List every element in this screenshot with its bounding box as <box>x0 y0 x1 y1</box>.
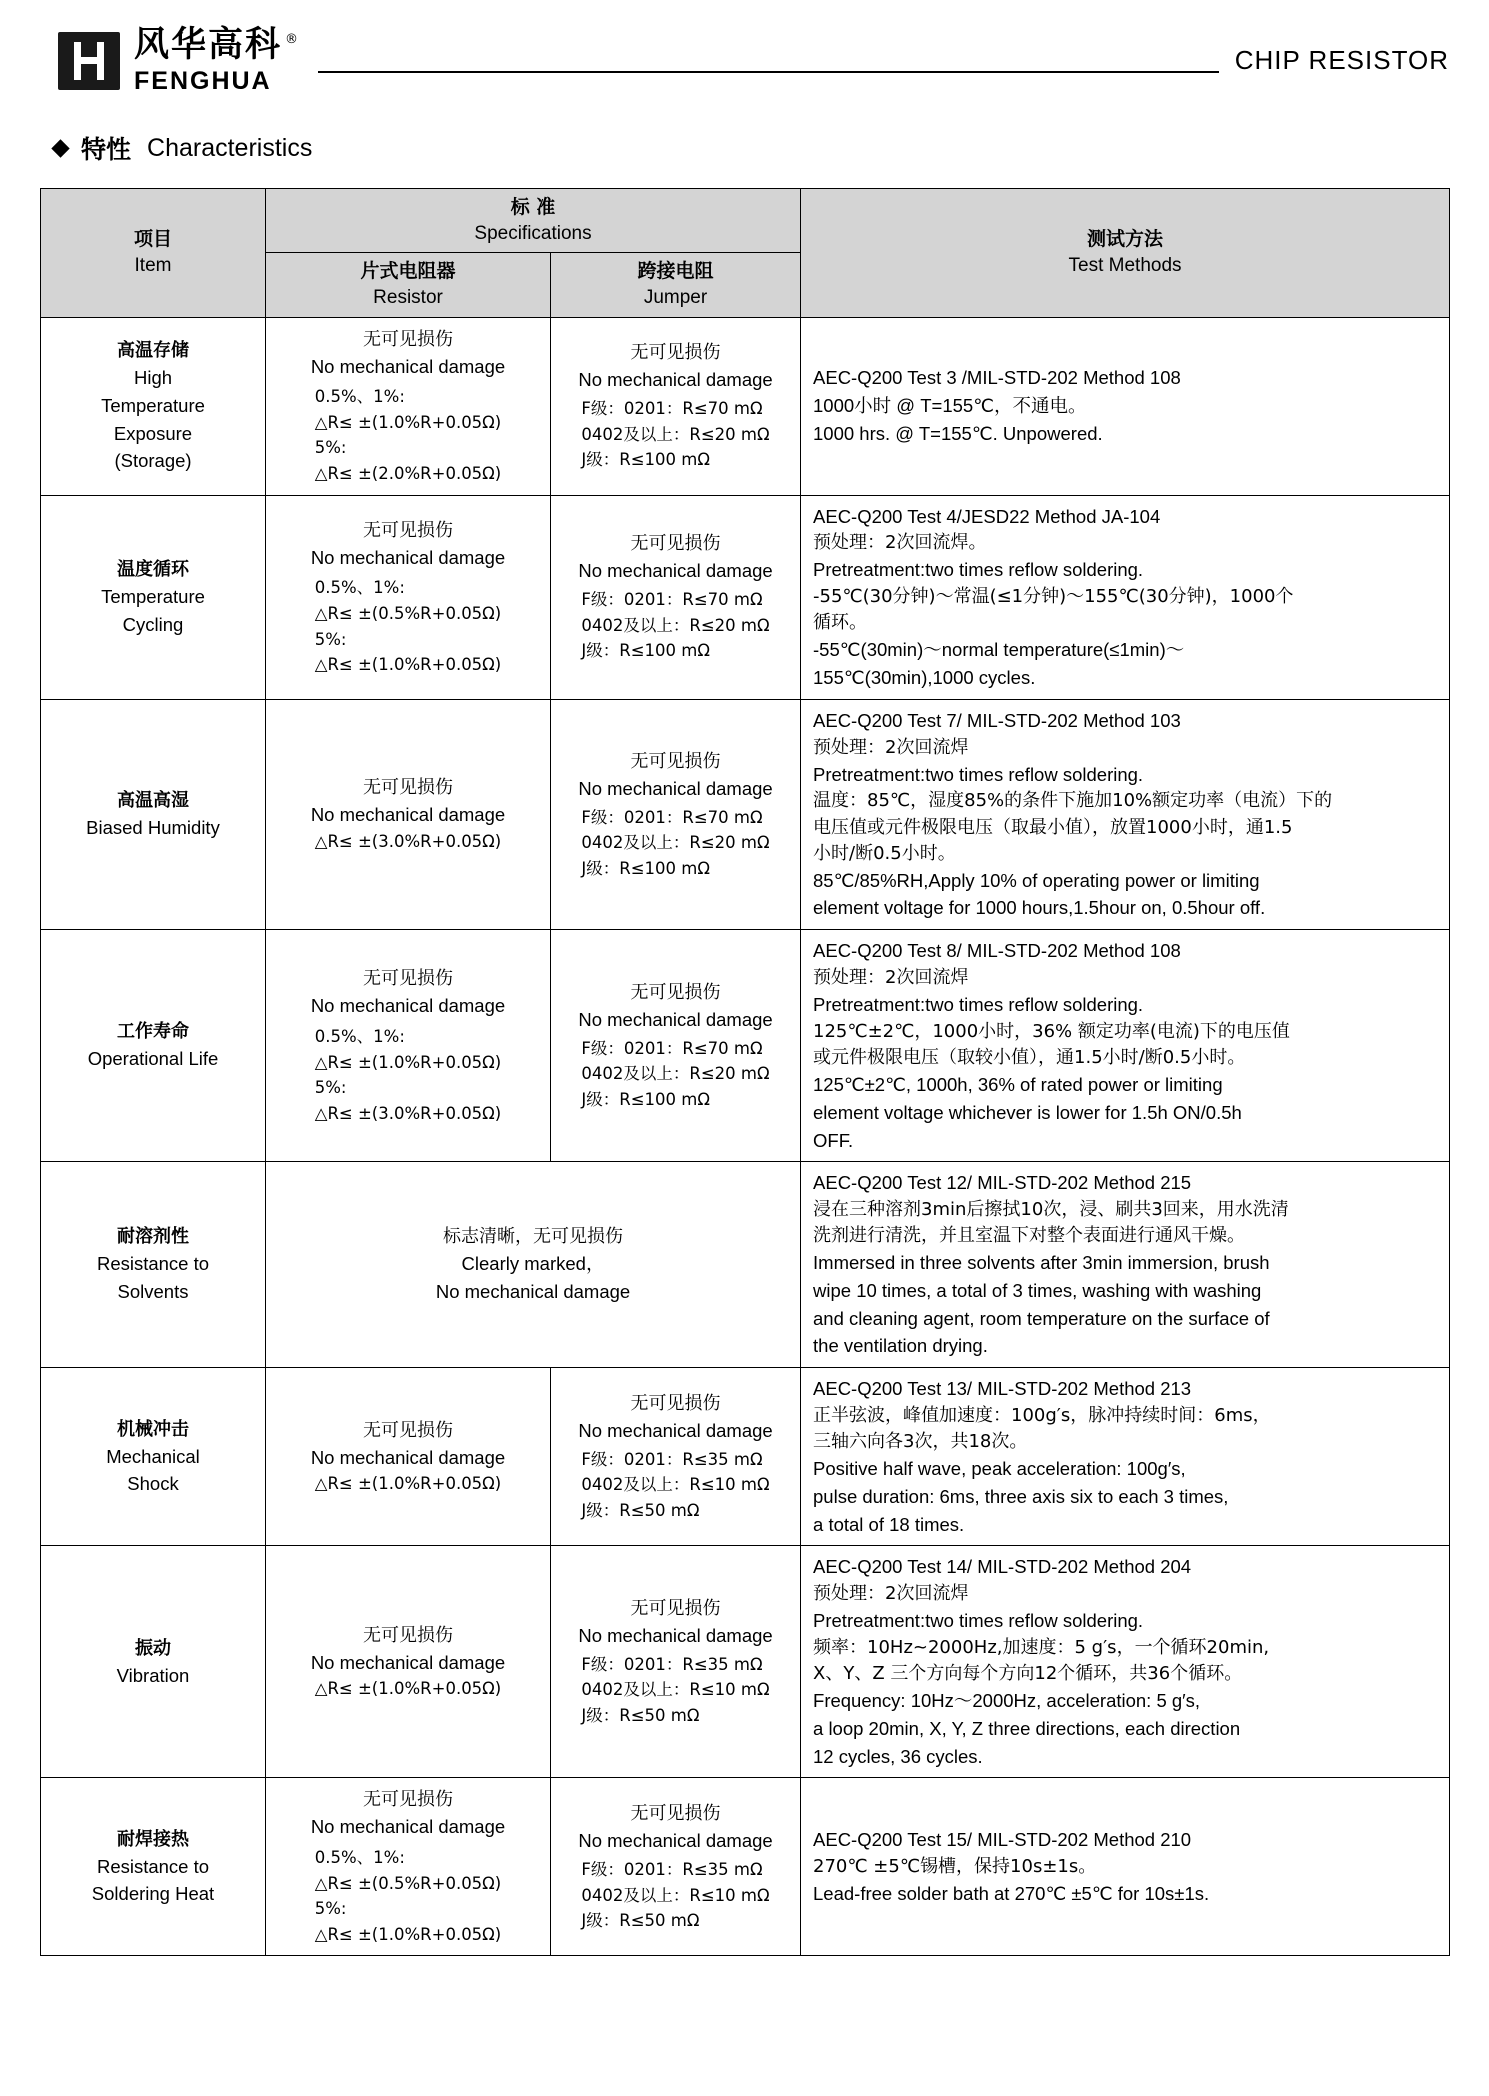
row-item: 机械冲击 Mechanical Shock <box>41 1368 266 1546</box>
diamond-bullet-icon <box>51 139 69 157</box>
row-test-method: AEC-Q200 Test 8/ MIL-STD-202 Method 108 预处理：2次回流焊 Pretreatment:two times reflow soldering. 125℃±2℃，1000小时，36% 额定功率(电流)下的电压值 或元件极限电压（取较小值），通1.5小时/断0.5小时。 125℃±2℃, 1000h, 36% of rated power or limiting element voltage whichever is lower for 1.5h ON/0.5h OFF. <box>801 930 1450 1162</box>
table-row <box>41 1778 1450 1956</box>
col-jumper-cn: 跨接电阻 <box>637 260 714 283</box>
row-merged-spec: 标志清晰，无可见损伤 Clearly marked， No mechanical damage <box>266 1162 801 1368</box>
row-test-method: AEC-Q200 Test 4/JESD22 Method JA-104 预处理：2次回流焊。 Pretreatment:two times reflow soldering. -55℃(30分钟)～常温(≤1分钟)～155℃(30分钟)，1000个 循环。 -55℃(30min)～normal temperature(≤1min)～ 155℃(30min),1000 cycles. <box>801 495 1450 699</box>
row-resistor-spec: 无可见损伤 No mechanical damage △R≤ ±(3.0%R+0.05Ω) <box>266 699 551 929</box>
row-resistor-spec: 无可见损伤 No mechanical damage 0.5%、1%: △R≤ ±(1.0%R+0.05Ω) 5%: △R≤ ±(2.0%R+0.05Ω) <box>266 317 551 495</box>
table-row <box>41 1162 1450 1368</box>
row-jumper-spec: 无可见损伤 No mechanical damage F级：0201：R≤70 mΩ 0402及以上：R≤20 mΩ J级：R≤100 mΩ <box>551 930 801 1162</box>
row-item: 耐溶剂性 Resistance to Solvents <box>41 1162 266 1368</box>
row-test-method: AEC-Q200 Test 3 /MIL-STD-202 Method 108 1000小时 @ T=155℃，不通电。 1000 hrs. @ T=155℃. Unpowered. <box>801 317 1450 495</box>
header-divider <box>318 71 1219 73</box>
table-row <box>41 1546 1450 1778</box>
table-body <box>41 317 1450 1956</box>
section-title-en: Characteristics <box>147 133 313 162</box>
page-header <box>40 18 1449 104</box>
col-resistor-en: Resistor <box>373 286 443 308</box>
row-jumper-spec: 无可见损伤 No mechanical damage F级：0201：R≤35 mΩ 0402及以上：R≤10 mΩ J级：R≤50 mΩ <box>551 1778 801 1956</box>
col-test-en: Test Methods <box>1068 254 1182 276</box>
table-header-row-1 <box>41 189 1450 253</box>
col-jumper-en: Jumper <box>643 286 708 308</box>
row-test-method: AEC-Q200 Test 12/ MIL-STD-202 Method 215 浸在三种溶剂3min后擦拭10次，浸、刷共3回来，用水洗清 洗剂进行清洗，并且室温下对整个表面进行通风干燥。 Immersed in three solvents after 3min immersion, brush wipe 10 times, a total of 3 times, washing with washing and cleaning agent, room temperature on the surface of the ventilation drying. <box>801 1162 1450 1368</box>
section-heading <box>54 130 1449 166</box>
row-jumper-spec: 无可见损伤 No mechanical damage F级：0201：R≤35 mΩ 0402及以上：R≤10 mΩ J级：R≤50 mΩ <box>551 1546 801 1778</box>
col-item-cn: 项目 <box>133 228 172 251</box>
row-resistor-spec: 无可见损伤 No mechanical damage 0.5%、1%: △R≤ ±(0.5%R+0.05Ω) 5%: △R≤ ±(1.0%R+0.05Ω) <box>266 495 551 699</box>
col-test-methods <box>801 189 1450 318</box>
col-spec-cn: 标 准 <box>510 196 556 218</box>
row-jumper-spec: 无可见损伤 No mechanical damage F级：0201：R≤70 mΩ 0402及以上：R≤20 mΩ J级：R≤100 mΩ <box>551 317 801 495</box>
row-test-method: AEC-Q200 Test 14/ MIL-STD-202 Method 204 预处理：2次回流焊 Pretreatment:two times reflow soldering. 频率：10Hz~2000Hz,加速度：5 g′s，一个循环20min, X、Y、Z 三个方向每个方向12个循环，共36个循环。 Frequency: 10Hz～2000Hz, acceleration: 5 g′s, a loop 20min, X, Y, Z three directions, each direction 12 cycles, 36 cycles. <box>801 1546 1450 1778</box>
company-logo <box>58 25 301 95</box>
table-row <box>41 699 1450 929</box>
row-jumper-spec: 无可见损伤 No mechanical damage F级：0201：R≤70 mΩ 0402及以上：R≤20 mΩ J级：R≤100 mΩ <box>551 699 801 929</box>
table-header <box>41 189 1450 318</box>
fenghua-logo-icon <box>58 32 120 90</box>
row-resistor-spec: 无可见损伤 No mechanical damage 0.5%、1%: △R≤ ±(1.0%R+0.05Ω) 5%: △R≤ ±(3.0%R+0.05Ω) <box>266 930 551 1162</box>
row-item: 高温存储 High Temperature Exposure (Storage) <box>41 317 266 495</box>
col-item-en: Item <box>134 254 172 276</box>
characteristics-table <box>40 188 1450 1956</box>
col-spec-en: Specifications <box>474 222 592 244</box>
row-test-method: AEC-Q200 Test 13/ MIL-STD-202 Method 213 正半弦波，峰值加速度：100g′s，脉冲持续时间：6ms， 三轴六向各3次，共18次。 Positive half wave, peak acceleration: 100g′s, pulse duration: 6ms, three axis six to each 3 times, a total of 18 times. <box>801 1368 1450 1546</box>
document-title: CHIP RESISTOR <box>1234 44 1449 75</box>
row-item: 振动 Vibration <box>41 1546 266 1778</box>
row-item: 工作寿命 Operational Life <box>41 930 266 1162</box>
logo-name-en: FENGHUA <box>134 67 272 95</box>
col-jumper <box>551 253 801 317</box>
row-jumper-spec: 无可见损伤 No mechanical damage F级：0201：R≤35 mΩ 0402及以上：R≤10 mΩ J级：R≤50 mΩ <box>551 1368 801 1546</box>
table-row <box>41 930 1450 1162</box>
logo-name-cn: 风华高科 ® <box>134 25 301 65</box>
table-row <box>41 1368 1450 1546</box>
col-resistor-cn: 片式电阻器 <box>360 260 456 283</box>
row-resistor-spec: 无可见损伤 No mechanical damage 0.5%、1%: △R≤ ±(0.5%R+0.05Ω) 5%: △R≤ ±(1.0%R+0.05Ω) <box>266 1778 551 1956</box>
table-row <box>41 317 1450 495</box>
row-resistor-spec: 无可见损伤 No mechanical damage △R≤ ±(1.0%R+0.05Ω) <box>266 1546 551 1778</box>
row-item: 高温高湿 Biased Humidity <box>41 699 266 929</box>
row-jumper-spec: 无可见损伤 No mechanical damage F级：0201：R≤70 mΩ 0402及以上：R≤20 mΩ J级：R≤100 mΩ <box>551 495 801 699</box>
col-resistor <box>266 253 551 317</box>
row-item: 耐焊接热 Resistance to Soldering Heat <box>41 1778 266 1956</box>
col-specifications <box>266 189 801 253</box>
col-test-cn: 测试方法 <box>1087 228 1164 251</box>
table-row <box>41 495 1450 699</box>
row-resistor-spec: 无可见损伤 No mechanical damage △R≤ ±(1.0%R+0.05Ω) <box>266 1368 551 1546</box>
logo-text <box>134 25 301 95</box>
registered-trademark-icon: ® <box>285 32 301 48</box>
col-item <box>41 189 266 318</box>
section-title-cn: 特性 <box>81 135 132 164</box>
row-test-method: AEC-Q200 Test 7/ MIL-STD-202 Method 103 预处理：2次回流焊 Pretreatment:two times reflow soldering. 温度：85℃，湿度85%的条件下施加10%额定功率（电流）下的 电压值或元件极限电压（取最小值），放置1000小时，通1.5 小时/断0.5小时。 85℃/85%RH,Apply 10% of operating power or limiting element voltage for 1000 hours,1.5hour on, 0.5hour off. <box>801 699 1450 929</box>
row-item: 温度循环 Temperature Cycling <box>41 495 266 699</box>
row-test-method: AEC-Q200 Test 15/ MIL-STD-202 Method 210 270℃ ±5℃锡槽，保持10s±1s。 Lead-free solder bath at 270℃ ±5℃ for 10s±1s. <box>801 1778 1450 1956</box>
